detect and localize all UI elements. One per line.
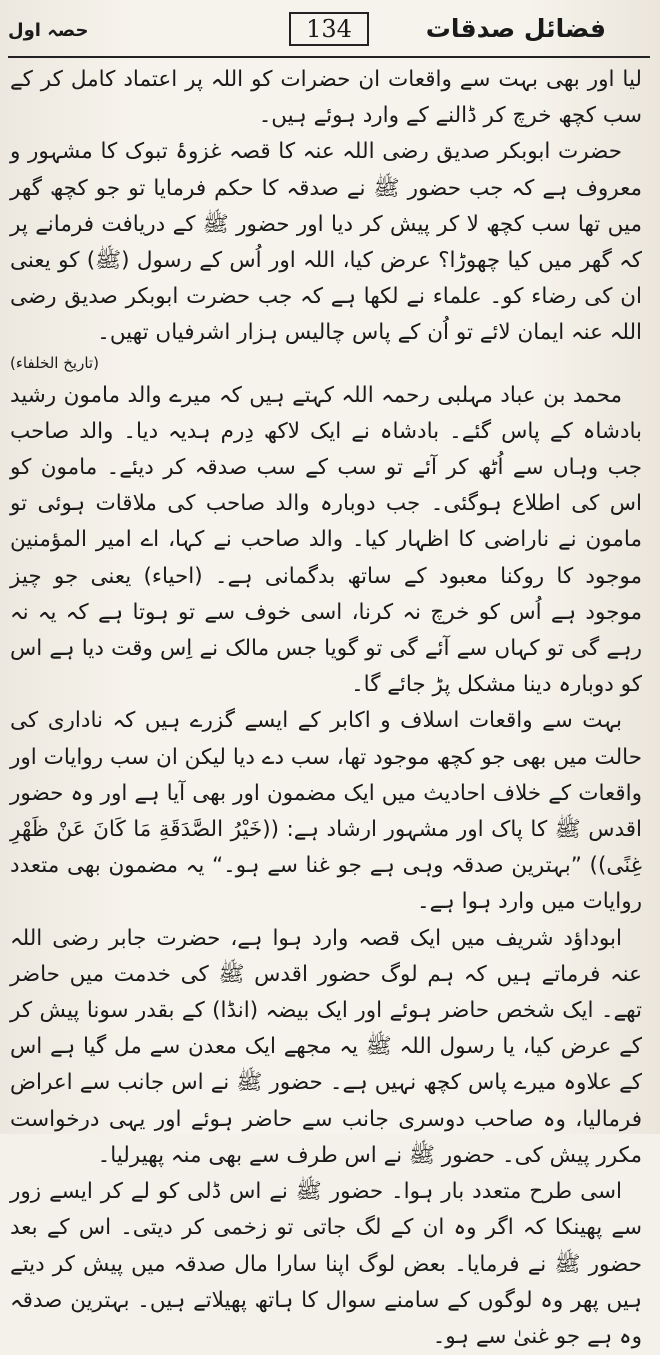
paragraph: محمد بن عباد مہلبی رحمہ اللہ کہتے ہیں کہ میرے والد مامون رشید بادشاہ کے پاس گئے۔ بادشاہ نے ایک لاکھ دِرم ہدیہ دیا۔ والد صاحب جب وہاں سے اُٹھ کر آئے تو سب کے سب صدقہ کر دیئے۔ مامون کو اس کی اطلاع ہوگئی۔ جب دوبارہ والد صاحب کی ملاقات ہوئی تو مامون نے ناراضی کا اظہار کیا۔ والد صاحب نے کہا، اے امیر المؤمنین موجود کا روکنا معبود کے ساتھ بدگمانی ہے۔ (احیاء) یعنی جو چیز موجود ہے اُس کو خرچ نہ کرنا، اسی خوف سے تو ہوتا ہے کہ یہ نہ رہے گی تو کہاں سے آئے گی تو گویا جس مالک نے اِس وقت دیا ہے اس کو دوبارہ دینا مشکل پڑ جائے گا۔ xyxy=(10,382,642,698)
paragraph: لیا اور بھی بہت سے واقعات ان حضرات کو اللہ پر اعتماد کامل کر کے سب کچھ خرچ کر ڈالنے کے وارد ہوئے ہیں۔ xyxy=(10,67,642,129)
section-label: حصہ اول xyxy=(8,20,89,41)
paragraph: حضرت ابوبکر صدیق رضی اللہ عنہ کا قصہ غزوۂ تبوک کا مشہور و معروف ہے کہ جب حضور ﷺ نے صدقہ کا حکم فرمایا تو جو کچھ گھر میں تھا سب کچھ لا کر پیش کر دیا اور حضور ﷺ کے دریافت فرمانے پر کہ گھر میں کیا چھوڑا؟ عرض کیا، اللہ اور اُس کے رسول (ﷺ) کو یعنی ان کی رضاء کو۔ علماء نے لکھا ہے کہ جب حضرت ابوبکر صدیق رضی اللہ عنہ ایمان لائے تو اُن کے پاس چالیس ہزار اشرفیاں تھیں۔ xyxy=(10,139,642,346)
page-body xyxy=(8,58,650,1355)
citation: (تاریخ الخلفاء) xyxy=(10,353,99,372)
page-number: 134 xyxy=(289,12,369,46)
paragraph: بہت سے واقعات اسلاف و اکابر کے ایسے گزرے ہیں کہ ناداری کی حالت میں بھی جو کچھ موجود تھا، سب دے دیا لیکن ان سب روایات اور واقعات کے خلاف احادیث میں ایک مضمون اور بھی آیا ہے اور وہ حضور اقدس ﷺ کا پاک اور مشہور ارشاد ہے: ((خَيْرُ الصَّدَقَةِ مَا كَانَ عَنْ ظَهْرِ غِنًى)) ”بہترین صدقہ وہی ہے جو غنا سے ہو۔“ یہ مضمون بھی متعدد روایات میں وارد ہوا ہے۔ xyxy=(10,708,642,915)
book-title: فضائل صدقات xyxy=(425,14,606,43)
page-header xyxy=(8,6,650,58)
paragraph: اسی طرح متعدد بار ہوا۔ حضور ﷺ نے اس ڈلی کو لے کر ایسے زور سے پھینکا کہ اگر وہ ان کے لگ جاتی تو زخمی کر دیتی۔ اس کے بعد حضور ﷺ نے فرمایا۔ بعض لوگ اپنا سارا مال صدقہ میں پیش کر دیتے ہیں پھر وہ لوگوں کے سامنے سوال کا ہاتھ پھیلاتے ہیں۔ بہترین صدقہ وہ ہے جو غنیٰ سے ہو۔ xyxy=(10,1179,642,1349)
citation-row xyxy=(10,352,642,378)
paragraph: ابوداؤد شریف میں ایک قصہ وارد ہوا ہے، حضرت جابر رضی اللہ عنہ فرماتے ہیں کہ ہم لوگ حضور اقدس ﷺ کی خدمت میں حاضر تھے۔ ایک شخص حاضر ہوئے اور ایک بیضہ (انڈا) کے بقدر سونا پیش کر کے عرض کیا، یا رسول اللہ ﷺ یہ مجھے ایک معدن سے مل گیا ہے اس کے علاوہ میرے پاس کچھ نہیں ہے۔ حضور ﷺ نے اس جانب سے اعراض فرمالیا، وہ صاحب دوسری جانب سے حاضر ہوئے اور یہی درخواست مکرر پیش کی۔ حضور ﷺ نے اس طرف سے بھی منہ پھیرلیا۔ xyxy=(10,925,642,1168)
